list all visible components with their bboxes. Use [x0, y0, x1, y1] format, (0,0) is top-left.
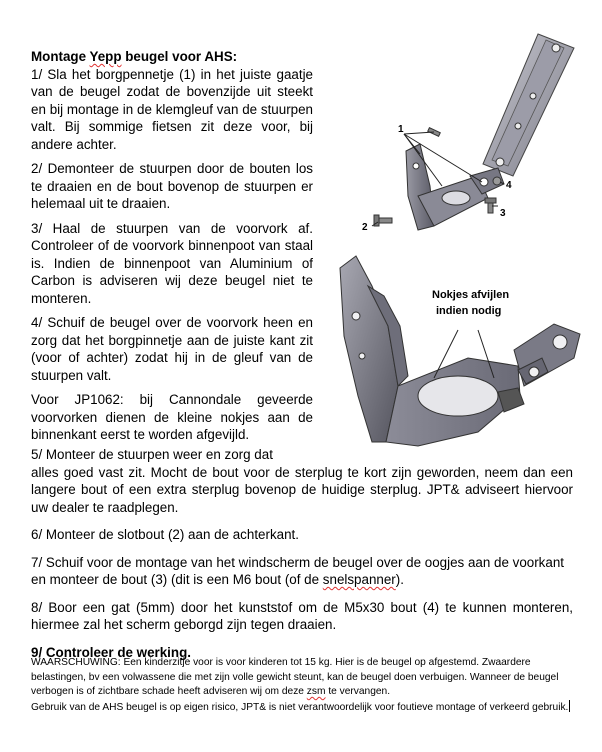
disclaimer-text: Gebruik van de AHS beugel is op eigen risico, JPT& is niet verantwoordelijk voor foutieve montage of verkeerd gebruik.: [31, 701, 569, 713]
part-label-2: 2: [362, 222, 368, 233]
bracket-closeup-figure: [328, 246, 594, 450]
step-5-rest: alles goed vast zit. Mocht de bout voor de sterplug te kort zijn geworden, neem dan een langere bout of een extra sterplug bovenop de huidige sterplug. JPT& adviseert hiervoor uw dealer te raadplegen.: [31, 464, 573, 515]
handlebar-arm-part: [483, 34, 574, 176]
step-8: 8/ Boor een gat (5mm) door het kunststof om de M5x30 bout (4) te kunnen monteren, hiermee zal het scherm geborgd zijn tegen draaien.: [31, 599, 573, 632]
document-title: Montage Yepp beugel voor AHS:: [31, 49, 238, 64]
part-label-1: 1: [398, 124, 404, 135]
callout-label-line-1: Nokjes afvijlen: [432, 289, 510, 301]
instructions-column: [31, 48, 313, 451]
instructions-full-width: [31, 446, 573, 668]
part-label-3: 3: [500, 208, 506, 219]
step-6: 6/ Monteer de slotbout (2) aan de achterkant.: [31, 527, 299, 542]
warning-block: [31, 656, 579, 715]
step-3: 3/ Haal de stuurpen van de voorvork af. Controleer of de voorvork binnenpoot van staal is. Indien de binnenpoot van Aluminium of Carbon is adviseren wij deze beugel niet te monteren.: [31, 220, 313, 306]
callout-label-line-2: indien nodig: [436, 305, 502, 317]
step-5-line-1: 5/ Monteer de stuurpen weer en zorg dat: [31, 447, 273, 462]
note-jp1062: Voor JP1062: bij Cannondale geveerde voorvorken dienen de kleine nokjes aan de binnenkant eerst te worden afgevijld.: [31, 392, 313, 442]
text-cursor: [569, 700, 570, 712]
bracket-exploded-figure: [338, 26, 586, 246]
warning-text: WAARSCHUWING: Een kinderzitje voor is voor kinderen tot 15 kg. Hier is de beugel op afgestemd. Zwaardere belastingen, bv een volwassene die met zijn volle gewicht steunt, kan de beugel doen verbuigen. Wanneer de beugel verbogen is of zichtbare schade heeft adviseren wij om deze zsm te vervangen.: [31, 657, 559, 698]
step-1: 1/ Sla het borgpennetje (1) in het juiste gaatje van de beugel zodat de bovenzijde uit steekt en bij montage in de klemgleuf van de stuurpen valt. Bij sommige fietsen zit deze voor, bij andere achter.: [31, 66, 313, 152]
spellcheck-word-zsm: zsm: [306, 686, 326, 698]
step-4: 4/ Schuif de beugel over de voorvork heen en zorg dat het borgpinnetje aan de juiste kant zit (voor of achter) zodat hij in de gleuf van de stuurpen valt.: [31, 315, 313, 383]
bracket-closeup-body: [340, 256, 580, 446]
step-9: 9/ Controleer de werking.: [31, 644, 191, 660]
part-label-4: 4: [506, 180, 512, 191]
step-2: 2/ Demonteer de stuurpen door de bouten los te draaien en de bout bovenop de stuurpen er helemaal uit te draaien.: [31, 161, 313, 211]
step-7: 7/ Schuif voor de montage van het windscherm de beugel over de oogjes aan de voorkant en monteer de bout (3) (dit is een M6 bout (of de snelspanner).: [31, 554, 564, 587]
spellcheck-word-yepp: Yepp: [89, 49, 122, 64]
spellcheck-word-snelspanner: snelspanner: [322, 572, 396, 587]
